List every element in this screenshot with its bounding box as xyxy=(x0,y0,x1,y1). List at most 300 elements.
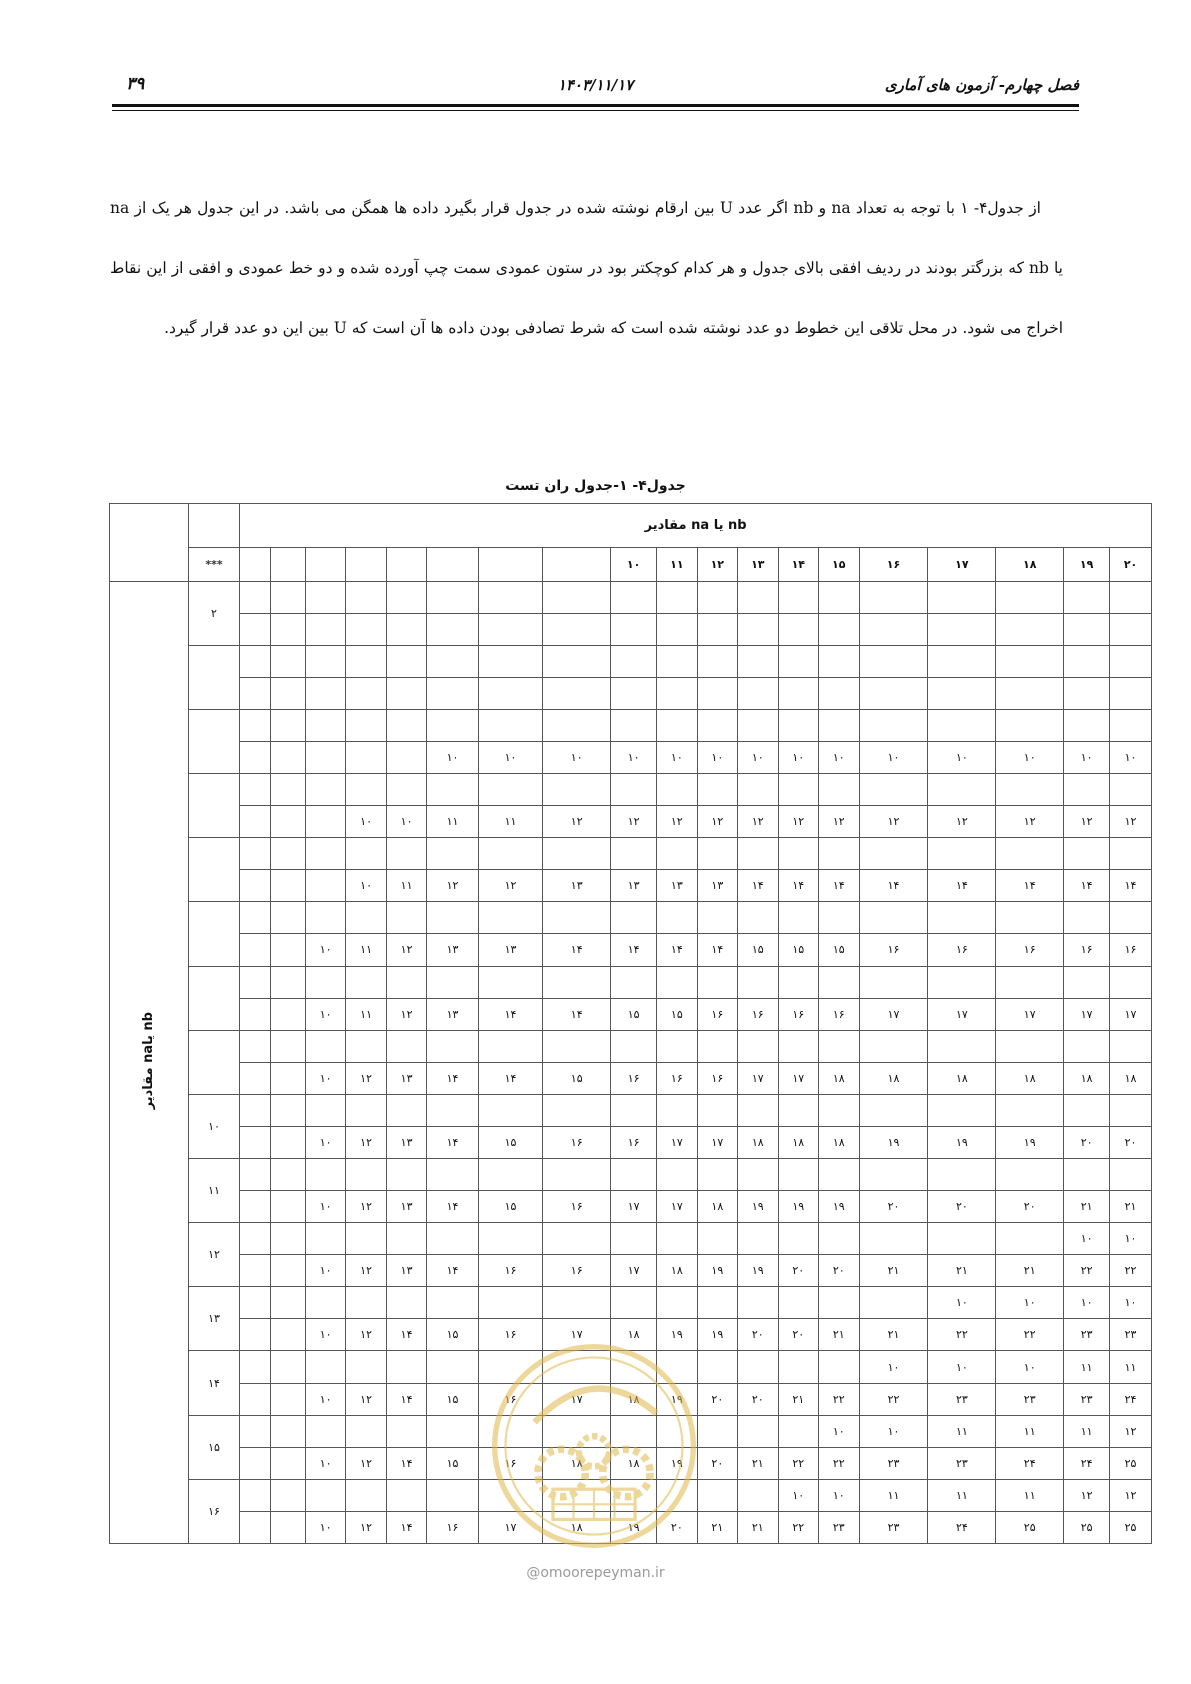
table-cell: ۱۶ xyxy=(1064,934,1110,966)
table-cell xyxy=(697,645,737,677)
table-cell xyxy=(240,677,271,709)
table-cell: ۱۰ xyxy=(305,1255,345,1287)
table-cell xyxy=(478,581,543,613)
table-cell: ۱۰ xyxy=(543,741,611,773)
table-cell xyxy=(543,709,611,741)
table-cell: ۱۰ xyxy=(1064,741,1110,773)
table-cell: ۲۲ xyxy=(859,1383,928,1415)
table-cell xyxy=(611,1030,657,1062)
table-cell xyxy=(657,774,697,806)
table-cell xyxy=(996,581,1064,613)
table-cell: ۱۸ xyxy=(1064,1062,1110,1094)
table-cell xyxy=(240,1383,271,1415)
table-cell: ۲۲ xyxy=(819,1447,859,1479)
table-cell xyxy=(427,645,478,677)
table-cell xyxy=(859,677,928,709)
table-cell xyxy=(270,741,305,773)
table-cell: ۱۳ xyxy=(386,1191,426,1223)
table-cell xyxy=(859,1223,928,1255)
table-cell: ۱۵ xyxy=(478,1126,543,1158)
table-cell: ۱۷ xyxy=(478,1511,543,1543)
watermark-footer: @omoorepeyman.ir xyxy=(526,1565,665,1581)
table-cell: ۱۳ xyxy=(386,1255,426,1287)
table-cell: ۱۲ xyxy=(427,870,478,902)
table-cell xyxy=(270,677,305,709)
table-cell: ۱۱ xyxy=(928,1415,996,1447)
table-cell xyxy=(240,581,271,613)
table-cell: ۲۱ xyxy=(859,1319,928,1351)
table-cell xyxy=(657,709,697,741)
row-na-value: ۱۵ xyxy=(188,1415,239,1479)
table-cell xyxy=(611,581,657,613)
table-cell: ۱۶ xyxy=(478,1255,543,1287)
table-cell xyxy=(859,1159,928,1191)
table-cell: ۱۸ xyxy=(1110,1062,1152,1094)
table-cell: ۱۷ xyxy=(657,1191,697,1223)
table-cell: ۱۵ xyxy=(778,934,818,966)
table-cell: ۱۷ xyxy=(928,998,996,1030)
table-cell xyxy=(1064,838,1110,870)
table-cell xyxy=(778,838,818,870)
table-cell xyxy=(611,1094,657,1126)
table-row xyxy=(110,1126,1152,1158)
table-cell xyxy=(478,902,543,934)
table-cell xyxy=(305,1223,345,1255)
table-cell xyxy=(427,1351,478,1383)
table-cell: ۲۲ xyxy=(928,1319,996,1351)
table-cell xyxy=(697,1415,737,1447)
table-cell: ۱۲ xyxy=(928,806,996,838)
table-cell: ۱۱ xyxy=(1110,1351,1152,1383)
table-cell xyxy=(427,774,478,806)
table-cell: ۱۰ xyxy=(346,806,386,838)
table-cell xyxy=(778,1223,818,1255)
table-cell xyxy=(240,1287,271,1319)
table-cell xyxy=(270,581,305,613)
table-cell xyxy=(657,581,697,613)
table-cell: ۱۰ xyxy=(928,1287,996,1319)
table-cell: ۱۶ xyxy=(859,934,928,966)
table-cell: ۱۵ xyxy=(427,1447,478,1479)
table-cell xyxy=(859,709,928,741)
table-cell xyxy=(305,1415,345,1447)
table-cell: ۱۰ xyxy=(819,1415,859,1447)
table-cell xyxy=(928,774,996,806)
table-cell xyxy=(738,645,778,677)
table-cell xyxy=(270,1511,305,1543)
table-cell: ۱۵ xyxy=(819,934,859,966)
table-cell xyxy=(819,613,859,645)
table-cell xyxy=(346,966,386,998)
table-cell xyxy=(611,645,657,677)
table-cell xyxy=(427,1223,478,1255)
table-cell: ۱۶ xyxy=(738,998,778,1030)
table-cell xyxy=(657,1287,697,1319)
table-cell xyxy=(270,1415,305,1447)
table-cell: ۱۳ xyxy=(386,1126,426,1158)
table-cell xyxy=(859,581,928,613)
table-cell: ۲۳ xyxy=(859,1447,928,1479)
table-cell xyxy=(386,966,426,998)
table-cell: ۲۳ xyxy=(819,1511,859,1543)
table-cell xyxy=(996,1223,1064,1255)
table-cell: ۲۰ xyxy=(697,1447,737,1479)
table-cell xyxy=(270,998,305,1030)
table-cell xyxy=(240,1479,271,1511)
table-cell xyxy=(738,1287,778,1319)
table-cell xyxy=(1064,902,1110,934)
table-cell xyxy=(738,838,778,870)
table-cell: ۱۲ xyxy=(386,998,426,1030)
table-cell: ۱۲ xyxy=(543,806,611,838)
table-cell xyxy=(305,870,345,902)
table-cell: ۱۵ xyxy=(543,1062,611,1094)
table-cell xyxy=(778,966,818,998)
table-row xyxy=(110,645,1152,677)
table-cell: ۲۳ xyxy=(1064,1383,1110,1415)
table-cell xyxy=(386,774,426,806)
column-header xyxy=(270,548,305,581)
table-cell xyxy=(305,1479,345,1511)
table-cell: ۱۹ xyxy=(657,1447,697,1479)
table-cell xyxy=(305,1094,345,1126)
table-cell xyxy=(270,966,305,998)
table-cell: ۱۰ xyxy=(305,1383,345,1415)
table-cell xyxy=(1110,709,1152,741)
row-na-value: ۲ xyxy=(188,581,239,645)
table-cell xyxy=(657,613,697,645)
table-cell xyxy=(697,902,737,934)
table-cell xyxy=(305,613,345,645)
table-cell: ۱۴ xyxy=(478,1062,543,1094)
table-cell xyxy=(738,581,778,613)
table-cell: ۱۷ xyxy=(697,1126,737,1158)
table-row xyxy=(110,1030,1152,1062)
table-cell xyxy=(996,613,1064,645)
table-cell xyxy=(427,1415,478,1447)
table-row xyxy=(110,613,1152,645)
table-cell xyxy=(697,1287,737,1319)
table-cell: ۱۳ xyxy=(543,870,611,902)
row-group-label-cell xyxy=(110,581,189,1543)
table-cell xyxy=(996,645,1064,677)
table-cell: ۲۵ xyxy=(996,1511,1064,1543)
table-cell xyxy=(543,1159,611,1191)
column-header: ۱۵ xyxy=(819,548,859,581)
table-cell xyxy=(1110,774,1152,806)
table-cell xyxy=(346,1287,386,1319)
table-cell: ۱۰ xyxy=(1064,1287,1110,1319)
table-cell: ۱۰ xyxy=(859,741,928,773)
table-row xyxy=(110,1062,1152,1094)
table-cell xyxy=(543,613,611,645)
table-cell xyxy=(1110,838,1152,870)
table-cell: ۱۸ xyxy=(611,1383,657,1415)
table-cell: ۱۶ xyxy=(478,1383,543,1415)
table-cell xyxy=(270,838,305,870)
table-cell xyxy=(819,1223,859,1255)
table-cell: ۱۰ xyxy=(657,741,697,773)
table-cell: ۱۵ xyxy=(611,998,657,1030)
table-cell xyxy=(1110,1030,1152,1062)
table-cell: ۱۴ xyxy=(427,1191,478,1223)
table-cell xyxy=(1064,1030,1110,1062)
table-cell: ۲۱ xyxy=(697,1511,737,1543)
table-cell: ۲۱ xyxy=(928,1255,996,1287)
table-cell: ۱۸ xyxy=(778,1126,818,1158)
table-cell: ۱۳ xyxy=(657,870,697,902)
table-cell xyxy=(738,1030,778,1062)
table-cell xyxy=(611,1223,657,1255)
table-cell xyxy=(738,613,778,645)
table-cell xyxy=(819,1094,859,1126)
table-cell xyxy=(697,1351,737,1383)
table-cell xyxy=(738,902,778,934)
table-cell: ۱۰ xyxy=(305,1319,345,1351)
table-cell xyxy=(427,581,478,613)
table-cell: ۱۲ xyxy=(1110,806,1152,838)
table-cell xyxy=(1064,677,1110,709)
table-cell: ۱۰ xyxy=(996,741,1064,773)
table-cell xyxy=(427,1030,478,1062)
table-cell xyxy=(386,1479,426,1511)
table-cell: ۱۸ xyxy=(611,1447,657,1479)
table-cell xyxy=(738,1351,778,1383)
table-cell: ۲۳ xyxy=(1110,1319,1152,1351)
table-cell: ۱۰ xyxy=(346,870,386,902)
table-cell xyxy=(611,1287,657,1319)
table-row xyxy=(110,838,1152,870)
row-na-value xyxy=(188,774,239,838)
table-cell xyxy=(386,1159,426,1191)
table-cell: ۱۹ xyxy=(996,1126,1064,1158)
table-cell xyxy=(270,774,305,806)
table-cell xyxy=(928,677,996,709)
row-na-value: ۱۶ xyxy=(188,1479,239,1543)
table-cell xyxy=(240,1126,271,1158)
table-caption: جدول۴- ۱-جدول ران تست xyxy=(505,478,686,494)
table-cell: ۱۷ xyxy=(859,998,928,1030)
table-cell xyxy=(240,1223,271,1255)
table-cell: ۱۲ xyxy=(346,1255,386,1287)
table-cell: ۱۵ xyxy=(478,1191,543,1223)
table-cell xyxy=(928,581,996,613)
table-cell xyxy=(697,677,737,709)
table-cell xyxy=(928,709,996,741)
table-cell: ۱۰ xyxy=(305,1062,345,1094)
table-cell: ۱۰ xyxy=(996,1351,1064,1383)
row-na-value xyxy=(188,838,239,902)
table-cell: ۱۰ xyxy=(859,1351,928,1383)
table-cell: ۲۰ xyxy=(738,1383,778,1415)
table-cell: ۱۶ xyxy=(1110,934,1152,966)
table-cell: ۱۲ xyxy=(346,1447,386,1479)
table-cell: ۱۰ xyxy=(305,1511,345,1543)
table-cell xyxy=(305,645,345,677)
table-cell xyxy=(611,838,657,870)
body-text xyxy=(110,178,1063,358)
table-cell xyxy=(996,902,1064,934)
table-cell: ۱۱ xyxy=(996,1415,1064,1447)
table-cell xyxy=(427,838,478,870)
table-cell xyxy=(427,613,478,645)
table-cell: ۱۰ xyxy=(1110,1287,1152,1319)
table-cell xyxy=(1110,645,1152,677)
table-cell xyxy=(657,677,697,709)
table-cell: ۱۴ xyxy=(427,1255,478,1287)
table-cell: ۱۰ xyxy=(305,934,345,966)
row-group-label: مقادیر naیا nb xyxy=(141,1012,157,1110)
table-cell xyxy=(240,934,271,966)
table-cell xyxy=(859,838,928,870)
column-header: ۱۷ xyxy=(928,548,996,581)
table-cell xyxy=(270,934,305,966)
table-cell xyxy=(270,1287,305,1319)
table-cell xyxy=(305,806,345,838)
table-cell: ۱۷ xyxy=(778,1062,818,1094)
table-row xyxy=(110,806,1152,838)
table-row xyxy=(110,1255,1152,1287)
table-cell xyxy=(240,645,271,677)
table-cell: ۱۲ xyxy=(346,1126,386,1158)
table-cell: ۱۶ xyxy=(928,934,996,966)
table-cell xyxy=(778,1159,818,1191)
table-cell: ۱۰ xyxy=(611,741,657,773)
table-cell: ۱۷ xyxy=(611,1191,657,1223)
table-cell xyxy=(543,838,611,870)
table-cell: ۱۱ xyxy=(386,870,426,902)
table-cell xyxy=(386,902,426,934)
table-row xyxy=(110,709,1152,741)
table-cell: ۱۲ xyxy=(346,1511,386,1543)
table-cell xyxy=(1110,613,1152,645)
table-cell xyxy=(697,966,737,998)
table-cell xyxy=(928,613,996,645)
header-row xyxy=(110,504,1152,548)
table-cell xyxy=(819,838,859,870)
table-cell xyxy=(1110,966,1152,998)
table-cell xyxy=(478,838,543,870)
table-cell xyxy=(543,1030,611,1062)
table-cell: ۲۳ xyxy=(928,1447,996,1479)
table-cell xyxy=(778,774,818,806)
column-group-label: مقادیر na یا nb xyxy=(240,504,1152,548)
table-cell: ۱۴ xyxy=(996,870,1064,902)
table-cell: ۱۰ xyxy=(928,1351,996,1383)
row-na-value xyxy=(188,709,239,773)
table-cell xyxy=(240,613,271,645)
table-cell xyxy=(240,1094,271,1126)
table-cell: ۲۱ xyxy=(738,1511,778,1543)
table-cell xyxy=(928,1030,996,1062)
table-cell xyxy=(611,709,657,741)
table-cell xyxy=(240,838,271,870)
row-na-value: ۱۱ xyxy=(188,1159,239,1223)
table-cell xyxy=(346,1030,386,1062)
table-cell: ۱۲ xyxy=(697,806,737,838)
table-cell xyxy=(478,613,543,645)
table-cell xyxy=(819,1351,859,1383)
table-cell: ۱۷ xyxy=(543,1383,611,1415)
table-cell xyxy=(1110,1094,1152,1126)
table-cell xyxy=(386,1415,426,1447)
table-cell: ۱۶ xyxy=(778,998,818,1030)
table-cell: ۱۸ xyxy=(611,1319,657,1351)
column-header xyxy=(305,548,345,581)
table-cell xyxy=(427,1159,478,1191)
table-cell xyxy=(738,1415,778,1447)
table-cell xyxy=(996,709,1064,741)
table-cell xyxy=(543,1094,611,1126)
table-cell xyxy=(240,1159,271,1191)
table-cell: ۱۰ xyxy=(778,741,818,773)
table-cell xyxy=(819,902,859,934)
table-cell: ۱۰ xyxy=(819,1479,859,1511)
table-cell xyxy=(386,1287,426,1319)
table-cell: ۲۲ xyxy=(996,1319,1064,1351)
table-cell: ۱۶ xyxy=(478,1319,543,1351)
table-cell xyxy=(270,1191,305,1223)
table-cell xyxy=(859,774,928,806)
table-cell: ۱۳ xyxy=(478,934,543,966)
seal-watermark-icon xyxy=(486,1338,702,1554)
table-cell xyxy=(996,1030,1064,1062)
column-header: ۱۴ xyxy=(778,548,818,581)
table-cell xyxy=(270,1094,305,1126)
table-cell xyxy=(346,645,386,677)
table-row xyxy=(110,1159,1152,1191)
table-cell xyxy=(240,998,271,1030)
table-cell xyxy=(928,1159,996,1191)
table-cell xyxy=(543,581,611,613)
table-cell xyxy=(996,1094,1064,1126)
table-cell xyxy=(1064,645,1110,677)
table-cell: ۲۲ xyxy=(1064,1255,1110,1287)
table-cell: ۲۴ xyxy=(1110,1383,1152,1415)
table-cell: ۱۹ xyxy=(697,1255,737,1287)
table-cell xyxy=(859,1287,928,1319)
table-cell: ۱۲ xyxy=(346,1191,386,1223)
table-cell xyxy=(240,1351,271,1383)
table-cell: ۱۷ xyxy=(1110,998,1152,1030)
table-cell: ۲۰ xyxy=(928,1191,996,1223)
table-cell xyxy=(478,774,543,806)
table-cell xyxy=(305,581,345,613)
table-cell: ۲۲ xyxy=(778,1447,818,1479)
table-cell: ۱۷ xyxy=(996,998,1064,1030)
table-row xyxy=(110,934,1152,966)
table-cell: ۱۴ xyxy=(386,1447,426,1479)
table-cell xyxy=(859,1030,928,1062)
table-cell xyxy=(738,677,778,709)
table-cell xyxy=(1110,581,1152,613)
table-cell xyxy=(386,709,426,741)
row-na-value: ۱۰ xyxy=(188,1094,239,1158)
table-cell: ۱۸ xyxy=(819,1062,859,1094)
table-cell: ۱۴ xyxy=(386,1383,426,1415)
table-cell: ۱۹ xyxy=(657,1383,697,1415)
table-cell: ۲۴ xyxy=(928,1511,996,1543)
table-cell xyxy=(859,1094,928,1126)
table-cell: ۲۲ xyxy=(819,1383,859,1415)
table-cell xyxy=(427,677,478,709)
table-cell: ۱۰ xyxy=(305,1126,345,1158)
table-cell: ۱۲ xyxy=(859,806,928,838)
table-cell xyxy=(819,645,859,677)
row-na-value: ۱۲ xyxy=(188,1223,239,1287)
table-row xyxy=(110,774,1152,806)
table-cell: ۱۲ xyxy=(819,806,859,838)
